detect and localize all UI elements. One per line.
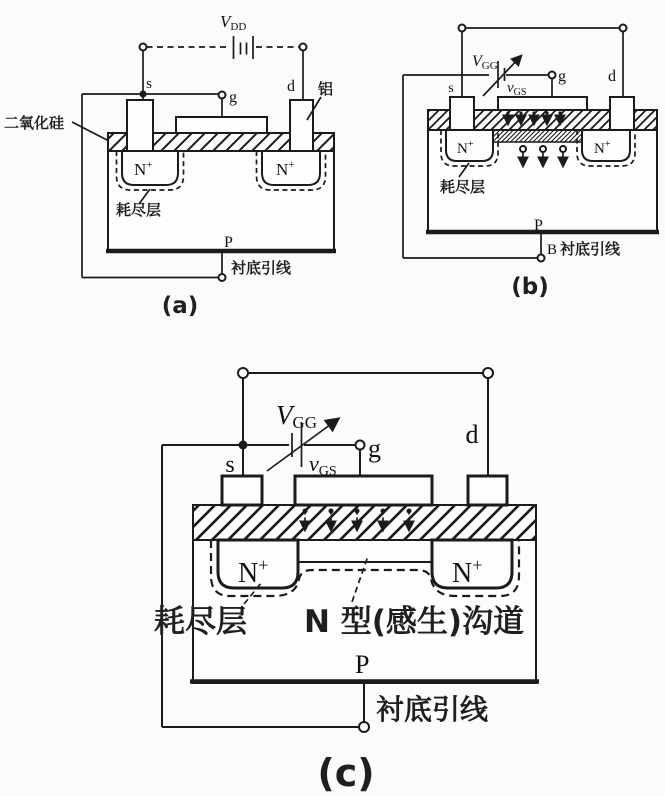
figure-a-caption: (a) [161, 293, 199, 319]
terminal-d-label: d [608, 68, 616, 85]
depletion-label: 耗尽层 [154, 604, 247, 640]
terminal-node [483, 368, 493, 378]
figure-b [403, 25, 659, 301]
terminal-s-label: s [448, 81, 454, 96]
nplus-label: N+ [238, 555, 269, 589]
terminal-d-label: d [465, 420, 479, 449]
vgs-label: $v_{GS}$ [507, 80, 527, 98]
substrate-lead-label: 衬底引线 [231, 259, 292, 277]
drain-metal-contact [468, 476, 507, 505]
drain-metal-contact [610, 97, 634, 130]
terminal-g-label: g [368, 434, 381, 463]
substrate-p-label: P [355, 650, 370, 679]
gate-terminal-node [219, 92, 226, 99]
substrate-terminal-node [359, 722, 369, 732]
terminal-node [459, 25, 466, 32]
induced-channel-region [298, 540, 432, 562]
substrate-lead-label: 衬底引线 [560, 240, 621, 258]
terminal-g-label: g [229, 89, 237, 106]
hole-symbol [520, 146, 526, 152]
gate-terminal-node [356, 441, 365, 450]
nplus-label: N+ [452, 555, 483, 589]
hole-symbol [560, 146, 566, 152]
source-metal-contact [222, 476, 262, 505]
vgg-label: VGG [276, 400, 318, 432]
nplus-label: N+ [594, 139, 611, 157]
substrate-p-label: P [224, 234, 233, 251]
figure-b-caption: (b) [511, 274, 549, 300]
depletion-label: 耗尽层 [440, 178, 486, 196]
vdd-label: VDD [220, 12, 247, 33]
nplus-label: N+ [276, 159, 295, 179]
substrate-terminal-node [538, 255, 545, 262]
depletion-label: 耗尽层 [116, 201, 162, 219]
channel-label: N 型(感生)沟道 [304, 604, 525, 640]
source-metal-contact [450, 97, 474, 130]
hole-symbol [540, 146, 546, 152]
gate-electrode [498, 97, 587, 110]
sio2-label: 二氧化硅 [4, 114, 65, 132]
gate-terminal-node [549, 72, 556, 79]
gate-electrode [295, 476, 432, 505]
terminal-node [140, 44, 147, 51]
substrate-p-label: P [534, 217, 543, 234]
substrate-terminal-node [219, 274, 226, 281]
al-label: 铝 [318, 80, 334, 98]
vgg-label: VGG [472, 53, 498, 72]
oxide-layer [193, 505, 536, 540]
figure-a [4, 12, 336, 319]
terminal-b-label: B [547, 242, 558, 258]
terminal-g-label: g [558, 68, 566, 85]
depletion-strip-under-gate [493, 130, 582, 142]
nplus-label: N+ [457, 139, 474, 157]
terminal-node [238, 368, 248, 378]
substrate-lead-label: 衬底引线 [376, 693, 489, 726]
source-metal-contact [127, 100, 153, 151]
terminal-s-label: s [146, 76, 152, 92]
drain-metal-contact [290, 100, 313, 151]
vgs-label: vGS [309, 451, 337, 479]
terminal-s-label: s [225, 452, 235, 478]
gate-electrode [176, 117, 267, 133]
figure-c [154, 368, 539, 795]
terminal-node [300, 44, 307, 51]
sio2-leader [72, 122, 109, 141]
terminal-node [620, 25, 627, 32]
figure-c-caption: (c) [317, 751, 375, 795]
terminal-d-label: d [287, 78, 295, 95]
nplus-label: N+ [134, 159, 153, 179]
